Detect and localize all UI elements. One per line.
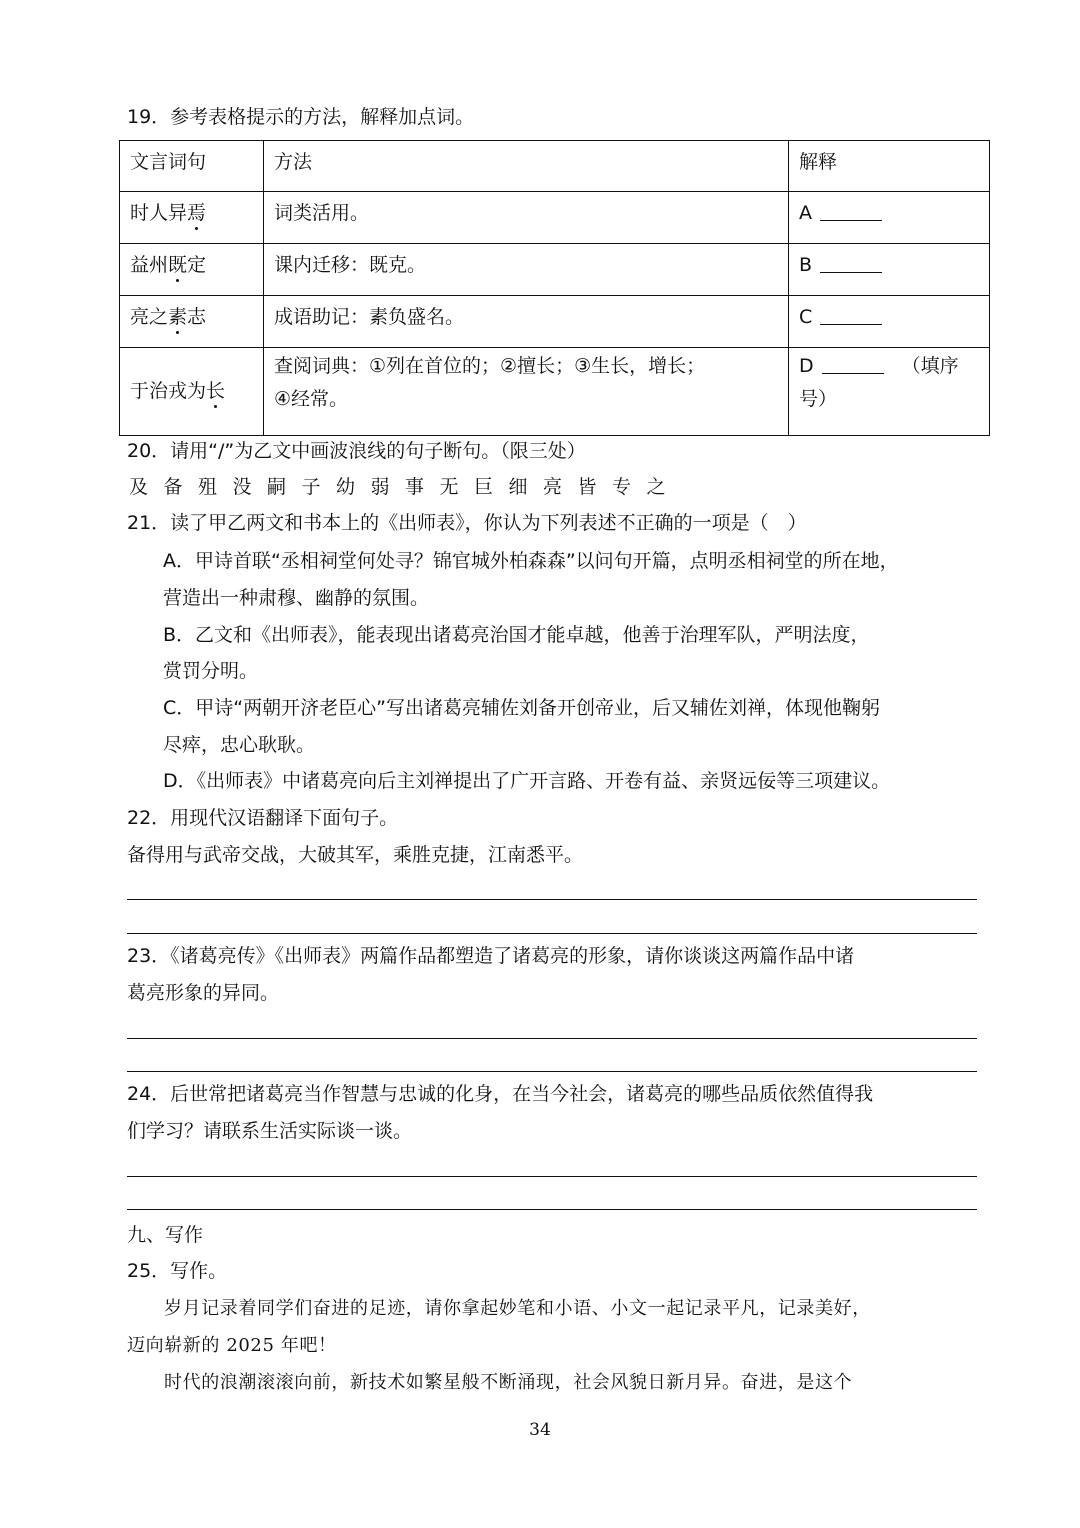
option-b-cont: 赏罚分明。 bbox=[163, 660, 259, 682]
answer-cell[interactable] bbox=[789, 296, 990, 348]
dotted-char: 焉 bbox=[187, 202, 207, 224]
phrase-cell: 亮之素志 bbox=[120, 296, 264, 348]
answer-line[interactable] bbox=[127, 1209, 977, 1210]
answer-label: D bbox=[799, 355, 814, 377]
q22-sentence: 备得用与武帝交战，大破其军，乘胜克捷，江南悉平。 bbox=[127, 844, 584, 866]
table-row bbox=[120, 296, 990, 348]
q24-title: 24．后世常把诸葛亮当作智慧与忠诚的化身，在当今社会，诸葛亮的哪些品质依然值得我 bbox=[127, 1083, 874, 1105]
table-row bbox=[120, 192, 990, 244]
option-b[interactable]: B．乙文和《出师表》，能表现出诸葛亮治国才能卓越，他善于治理军队，严明法度， bbox=[163, 624, 870, 646]
answer-line[interactable] bbox=[127, 1176, 977, 1177]
option-a-cont: 营造出一种肃穆、幽静的氛围。 bbox=[163, 587, 430, 609]
answer-line[interactable] bbox=[127, 1071, 977, 1072]
table-header-row bbox=[120, 141, 990, 192]
q22-title: 22．用现代汉语翻译下面句子。 bbox=[127, 807, 399, 829]
essay-prompt-line: 时代的浪潮滚滚向前，新技术如繁星般不断涌现，社会风貌日新月异。奋进，是这个 bbox=[164, 1372, 853, 1393]
method-cell: 词类活用。 bbox=[264, 192, 789, 244]
answer-label: A bbox=[799, 202, 812, 224]
answer-blank[interactable] bbox=[822, 357, 884, 374]
answer-cell[interactable] bbox=[789, 244, 990, 296]
method-cell: 课内迁移：既克。 bbox=[264, 244, 789, 296]
answer-label: B bbox=[799, 254, 813, 276]
option-d[interactable]: D．《出师表》中诸葛亮向后主刘禅提出了广开言路、开卷有益、亲贤远佞等三项建议。 bbox=[163, 770, 891, 792]
answer-cell[interactable] bbox=[789, 192, 990, 244]
answer-blank[interactable] bbox=[820, 204, 882, 221]
q24-title-cont: 们学习？请联系生活实际谈一谈。 bbox=[127, 1120, 413, 1142]
answer-cell[interactable]: D （填序 号） bbox=[789, 348, 990, 436]
header-phrase: 文言词句 bbox=[120, 141, 264, 192]
q20-title: 20．请用“/”为乙文中画波浪线的句子断句。（限三处） bbox=[127, 440, 586, 462]
page-number: 34 bbox=[529, 1420, 551, 1440]
answer-line[interactable] bbox=[127, 933, 977, 934]
answer-blank[interactable] bbox=[820, 256, 882, 273]
q25-title: 25．写作。 bbox=[127, 1260, 228, 1282]
phrase-cell: 于治戎为长 bbox=[120, 348, 264, 436]
essay-prompt-line: 迈向崭新的 2025 年吧！ bbox=[127, 1335, 337, 1356]
method-cell: 查阅词典：①列在首位的；②擅长；③生长，增长； ④经常。 bbox=[264, 348, 789, 436]
dotted-char: 既 bbox=[168, 254, 188, 276]
phrase-cell: 时人异焉 bbox=[120, 192, 264, 244]
q20-char-row: 及 备 殂 没 嗣 子 幼 弱 事 无 巨 细 亮 皆 专 之 bbox=[129, 476, 666, 498]
q23-title: 23．《诸葛亮传》《出师表》两篇作品都塑造了诸葛亮的形象，请你谈谈这两篇作品中诸 bbox=[127, 945, 855, 967]
table-row bbox=[120, 348, 990, 436]
answer-line[interactable] bbox=[127, 899, 977, 900]
dotted-char: 素 bbox=[168, 306, 188, 328]
header-explanation: 解释 bbox=[789, 141, 990, 192]
essay-prompt-line: 岁月记录着同学们奋进的足迹，请你拿起妙笔和小语、小文一起记录平凡，记录美好， bbox=[164, 1298, 871, 1319]
section-heading: 九、写作 bbox=[127, 1224, 204, 1246]
answer-blank[interactable] bbox=[820, 308, 882, 325]
option-a[interactable]: A．甲诗首联“丞相祠堂何处寻？锦官城外柏森森”以问句开篇，点明丞相祠堂的所在地， bbox=[163, 550, 899, 572]
table-row bbox=[120, 244, 990, 296]
q19-table bbox=[119, 140, 990, 436]
q21-title: 21．读了甲乙两文和书本上的《出师表》，你认为下列表述不正确的一项是（ ） bbox=[127, 512, 807, 534]
option-c[interactable]: C．甲诗“两朝开济老臣心”写出诸葛亮辅佐刘备开创帝业，后又辅佐刘禅，体现他鞠躬 bbox=[163, 697, 880, 719]
q23-title-cont: 葛亮形象的异同。 bbox=[127, 982, 280, 1004]
dotted-char: 长 bbox=[206, 380, 226, 402]
answer-label: C bbox=[799, 306, 813, 328]
phrase-cell: 益州既定 bbox=[120, 244, 264, 296]
q19-title: 19．参考表格提示的方法，解释加点词。 bbox=[127, 106, 475, 128]
method-cell: 成语助记：素负盛名。 bbox=[264, 296, 789, 348]
answer-line[interactable] bbox=[127, 1038, 977, 1039]
header-method: 方法 bbox=[264, 141, 789, 192]
option-c-cont: 尽瘁，忠心耿耿。 bbox=[163, 734, 316, 756]
